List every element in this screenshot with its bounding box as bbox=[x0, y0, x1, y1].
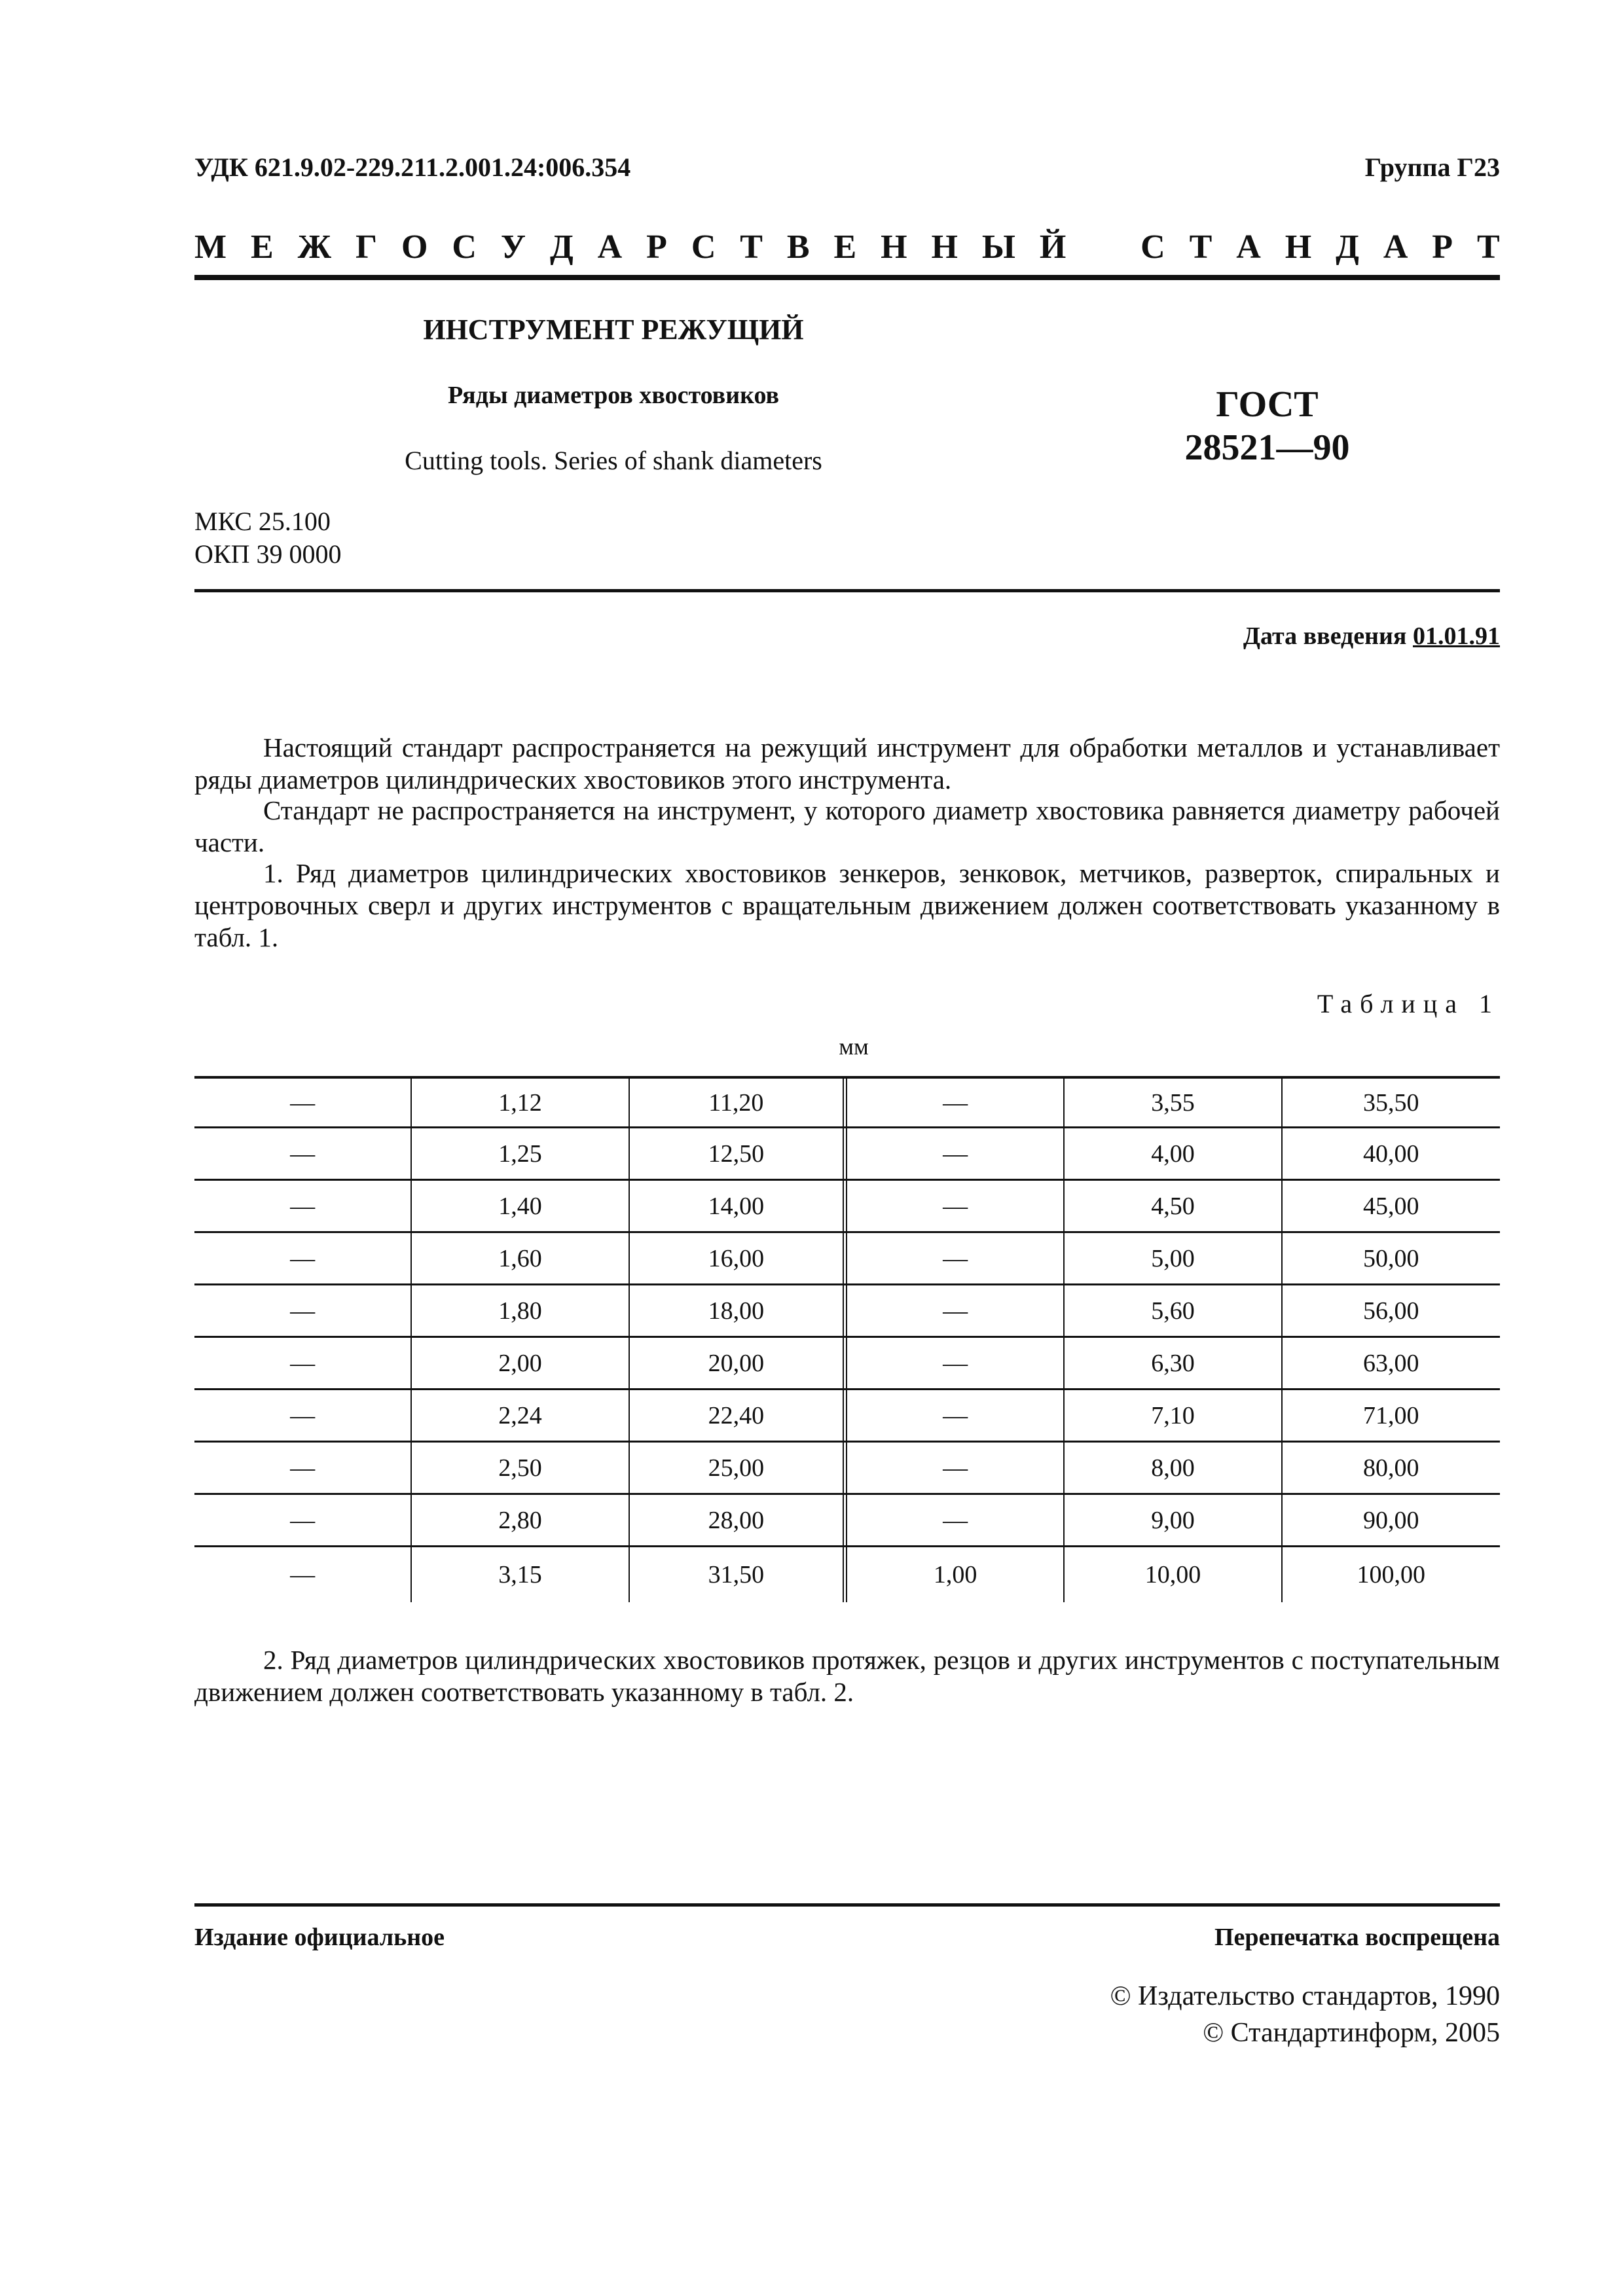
banner-letter: У bbox=[500, 228, 526, 266]
table-cell: — bbox=[847, 1495, 1065, 1545]
banner-letter: Н bbox=[1285, 228, 1312, 266]
udk-code: УДК 621.9.02-229.211.2.001.24:006.354 bbox=[194, 152, 631, 182]
table-cell: 5,60 bbox=[1065, 1285, 1282, 1336]
banner-letter: С bbox=[452, 228, 477, 266]
table-cell: 9,00 bbox=[1065, 1495, 1282, 1545]
table-row bbox=[194, 1233, 1500, 1285]
table-cell: — bbox=[847, 1181, 1065, 1231]
table-1-unit: мм bbox=[839, 1033, 869, 1060]
table-cell: 40,00 bbox=[1363, 1139, 1419, 1168]
intro-date-value: 01.01.91 bbox=[1413, 622, 1500, 650]
table-cell: — bbox=[847, 1285, 1065, 1336]
table-cell: 56,00 bbox=[1363, 1297, 1419, 1325]
banner-letter: Й bbox=[1039, 228, 1067, 266]
table-cell: 22,40 bbox=[630, 1390, 847, 1441]
table-cell: 1,25 bbox=[412, 1128, 629, 1179]
banner-letter: Р bbox=[646, 228, 667, 266]
table-cell: 14,00 bbox=[630, 1181, 847, 1231]
table-cell: 1,12 bbox=[412, 1079, 629, 1126]
banner-letter: М bbox=[194, 228, 227, 266]
table-cell: 4,50 bbox=[1065, 1181, 1282, 1231]
table-cell: 3,55 bbox=[1065, 1079, 1282, 1126]
table-cell: — bbox=[847, 1390, 1065, 1441]
table-cell: 1,00 bbox=[847, 1547, 1065, 1602]
paragraph-clause-1-text: 1. Ряд диаметров цилиндрических хвостовиков зенкеров, зенковок, метчиков, разверток, спиральных и центровочных сверл и других инструментов с вращательным движением должен соответствовать указанному в табл. 1. bbox=[194, 858, 1500, 952]
table-cell: 31,50 bbox=[630, 1547, 847, 1602]
table-cell: 90,00 bbox=[1363, 1506, 1419, 1534]
table-cell: 11,20 bbox=[630, 1079, 847, 1126]
table-1 bbox=[194, 1076, 1500, 1602]
table-cell: 5,00 bbox=[1065, 1233, 1282, 1283]
banner-letter: Д bbox=[1336, 228, 1359, 266]
banner-letter: Ж bbox=[297, 228, 332, 266]
introduction-date bbox=[1243, 622, 1500, 651]
table-cell: 6,30 bbox=[1065, 1338, 1282, 1388]
banner-letter: С bbox=[1140, 228, 1165, 266]
interstate-standard-banner bbox=[194, 228, 1500, 267]
header-rule bbox=[194, 275, 1500, 280]
paragraph-clause-2 bbox=[194, 1644, 1500, 1708]
table-cell: 63,00 bbox=[1363, 1349, 1419, 1377]
banner-letter: Е bbox=[251, 228, 274, 266]
document-title: ИНСТРУМЕНТ РЕЖУЩИЙ bbox=[423, 314, 804, 346]
banner-letter: Т bbox=[1189, 228, 1213, 266]
copyright-block bbox=[1110, 1978, 1500, 2051]
table-cell: 100,00 bbox=[1357, 1561, 1426, 1588]
table-cell: 10,00 bbox=[1065, 1547, 1282, 1602]
banner-letter: Г bbox=[355, 228, 378, 266]
table-cell: 8,00 bbox=[1065, 1443, 1282, 1493]
table-cell: 50,00 bbox=[1363, 1244, 1419, 1272]
gost-designation bbox=[1034, 383, 1500, 469]
table-row bbox=[194, 1390, 1500, 1443]
table-cell: 2,24 bbox=[412, 1390, 629, 1441]
table-cell: 35,50 bbox=[1363, 1088, 1419, 1117]
table-cell: 1,60 bbox=[412, 1233, 629, 1283]
banner-letter: Е bbox=[833, 228, 857, 266]
banner-letter: В bbox=[786, 228, 810, 266]
table-cell: 1,80 bbox=[412, 1285, 629, 1336]
copyright-2005: © Стандартинформ, 2005 bbox=[1203, 2018, 1500, 2048]
table-cell: 4,00 bbox=[1065, 1128, 1282, 1179]
table-cell: — bbox=[194, 1233, 412, 1283]
table-row bbox=[194, 1495, 1500, 1547]
paragraph-exclusion-text: Стандарт не распространяется на инструмент, у которого диаметр хвостовика равняется диаметру рабочей части. bbox=[194, 795, 1500, 857]
gost-label: ГОСТ bbox=[1216, 384, 1319, 425]
mks-code: МКС 25.100 bbox=[194, 507, 331, 536]
intro-date-label: Дата введения bbox=[1243, 622, 1407, 650]
table-cell: 12,50 bbox=[630, 1128, 847, 1179]
paragraph-scope bbox=[194, 732, 1500, 796]
reprint-prohibited: Перепечатка воспрещена bbox=[1214, 1924, 1500, 1951]
banner-letter: Р bbox=[1432, 228, 1453, 266]
table-cell: — bbox=[194, 1390, 412, 1441]
banner-letter: А bbox=[1236, 228, 1261, 266]
table-cell: — bbox=[194, 1079, 412, 1126]
table-cell: 80,00 bbox=[1363, 1454, 1419, 1482]
title-rule bbox=[194, 589, 1500, 592]
group-code: Группа Г23 bbox=[1364, 152, 1500, 182]
table-row bbox=[194, 1443, 1500, 1495]
banner-letter: А bbox=[1383, 228, 1408, 266]
table-cell: 18,00 bbox=[630, 1285, 847, 1336]
table-cell: — bbox=[194, 1128, 412, 1179]
table-cell: — bbox=[194, 1443, 412, 1493]
table-row bbox=[194, 1285, 1500, 1338]
banner-letter: Ы bbox=[981, 228, 1015, 266]
table-cell: — bbox=[847, 1128, 1065, 1179]
footer-rule bbox=[194, 1903, 1500, 1907]
table-row bbox=[194, 1181, 1500, 1233]
table-row bbox=[194, 1338, 1500, 1390]
table-cell: 2,80 bbox=[412, 1495, 629, 1545]
paragraph-clause-2-text: 2. Ряд диаметров цилиндрических хвостовиков протяжек, резцов и других инструментов с поступательным движением должен соответствовать указанному в табл. 2. bbox=[194, 1645, 1500, 1707]
banner-letter: А bbox=[597, 228, 623, 266]
table-cell: — bbox=[194, 1547, 412, 1602]
banner-letter: Н bbox=[931, 228, 958, 266]
official-edition: Издание официальное bbox=[194, 1924, 445, 1951]
table-cell: — bbox=[194, 1181, 412, 1231]
table-cell: 71,00 bbox=[1363, 1401, 1419, 1429]
table-cell: — bbox=[194, 1338, 412, 1388]
banner-letter: С bbox=[691, 228, 716, 266]
paragraph-exclusion bbox=[194, 795, 1500, 859]
table-row bbox=[194, 1128, 1500, 1181]
table-cell: 16,00 bbox=[630, 1233, 847, 1283]
table-cell: 20,00 bbox=[630, 1338, 847, 1388]
classification-codes bbox=[194, 505, 341, 571]
document-subtitle: Ряды диаметров хвостовиков bbox=[447, 382, 780, 409]
table-cell: 2,50 bbox=[412, 1443, 629, 1493]
table-cell: — bbox=[194, 1495, 412, 1545]
gost-number: 28521—90 bbox=[1184, 427, 1350, 468]
banner-letter: Д bbox=[549, 228, 574, 266]
table-cell: — bbox=[847, 1233, 1065, 1283]
english-title: Cutting tools. Series of shank diameters bbox=[405, 446, 822, 475]
table-cell: — bbox=[847, 1338, 1065, 1388]
banner-letter: О bbox=[401, 228, 428, 266]
table-row bbox=[194, 1076, 1500, 1128]
table-cell: — bbox=[847, 1079, 1065, 1126]
paragraph-scope-text: Настоящий стандарт распространяется на режущий инструмент для обработки металлов и устанавливает ряды диаметров цилиндрических хвостовиков этого инструмента. bbox=[194, 732, 1500, 795]
banner-letter: Т bbox=[740, 228, 763, 266]
table-cell: 2,00 bbox=[412, 1338, 629, 1388]
table-cell: 7,10 bbox=[1065, 1390, 1282, 1441]
table-cell: 3,15 bbox=[412, 1547, 629, 1602]
table-cell: 1,40 bbox=[412, 1181, 629, 1231]
banner-letter: Н bbox=[881, 228, 907, 266]
table-1-label: Таблица 1 bbox=[1317, 989, 1500, 1018]
paragraph-clause-1 bbox=[194, 857, 1500, 954]
table-cell: 25,00 bbox=[630, 1443, 847, 1493]
table-cell: — bbox=[847, 1443, 1065, 1493]
copyright-1990: © Издательство стандартов, 1990 bbox=[1110, 1981, 1500, 2011]
table-cell: 28,00 bbox=[630, 1495, 847, 1545]
table-cell: — bbox=[194, 1285, 412, 1336]
table-cell: 45,00 bbox=[1363, 1192, 1419, 1220]
okp-code: ОКП 39 0000 bbox=[194, 539, 342, 569]
table-row bbox=[194, 1547, 1500, 1602]
banner-letter: Т bbox=[1476, 228, 1500, 266]
